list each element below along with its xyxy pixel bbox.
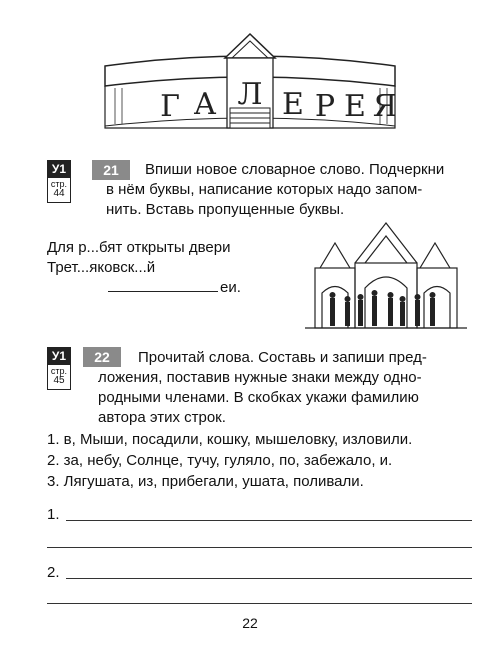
- task22-line: родными членами. В скобках укажи фамилию: [98, 389, 419, 406]
- task22-instruction: [138, 348, 465, 368]
- task22-unit: У1: [48, 348, 70, 365]
- task21-unit: У1: [48, 161, 70, 178]
- task21-tag: [47, 160, 71, 203]
- banner-letter: Р: [314, 89, 336, 124]
- task21-number: 21: [92, 160, 130, 180]
- answer-line[interactable]: [47, 547, 472, 548]
- banner-letter: Е: [282, 87, 304, 122]
- banner-letter: А: [193, 87, 217, 122]
- task21-line: нить. Вставь пропущенные буквы.: [106, 201, 345, 218]
- banner-letter: Г: [160, 89, 180, 124]
- task21-line: Впиши новое словарное слово. Подчеркни: [145, 161, 445, 178]
- task22-page-label: стр.: [50, 365, 68, 376]
- task22-item: 1. в, Мыши, посадили, кошку, мышеловку, изловили.: [47, 431, 413, 448]
- answer-line[interactable]: [66, 578, 472, 579]
- task22-number: 22: [83, 347, 121, 367]
- task21-exercise-line2: Трет...яковск...й: [47, 259, 156, 276]
- task21-exercise-line1: Для р...бят открыты двери: [47, 239, 231, 256]
- task21-answer-blank[interactable]: [108, 291, 218, 292]
- answer-label: 1.: [47, 506, 60, 523]
- task22-line: Прочитай слова. Составь и запиши пред-: [138, 349, 427, 366]
- task22-page-num: 45: [53, 375, 65, 387]
- task21-line: в нём буквы, написание которых надо запом-: [106, 181, 423, 198]
- gallery-banner-illustration: [100, 28, 400, 133]
- task22-item: 2. за, небу, Солнце, тучу, гуляло, по, забежало, и.: [47, 452, 393, 469]
- task22-tag: [47, 347, 71, 390]
- task21-line3-suffix: еи.: [220, 279, 241, 296]
- banner-letter: Л: [237, 77, 263, 112]
- banner-letter: Я: [372, 89, 398, 124]
- task21-exercise-line3: [108, 278, 241, 298]
- answer-label: 2.: [47, 564, 60, 581]
- page-number: 22: [242, 615, 258, 631]
- answer-line[interactable]: [47, 603, 472, 604]
- task21-page-label: стр.: [50, 178, 68, 189]
- task22-line: автора этих строк.: [98, 409, 226, 426]
- task21-page-num: 44: [53, 188, 65, 200]
- banner-letter: Е: [344, 89, 366, 124]
- answer-line[interactable]: [66, 520, 472, 521]
- gallery-building-illustration: [300, 218, 472, 336]
- task22-item: 3. Лягушата, из, прибегали, ушата, поливали.: [47, 473, 364, 490]
- task21-instruction-cont: [106, 180, 465, 220]
- task22-line: ложения, поставив нужные знаки между одно-: [98, 369, 422, 386]
- task22-instruction-cont: [98, 368, 465, 428]
- task21-instruction: [145, 160, 465, 180]
